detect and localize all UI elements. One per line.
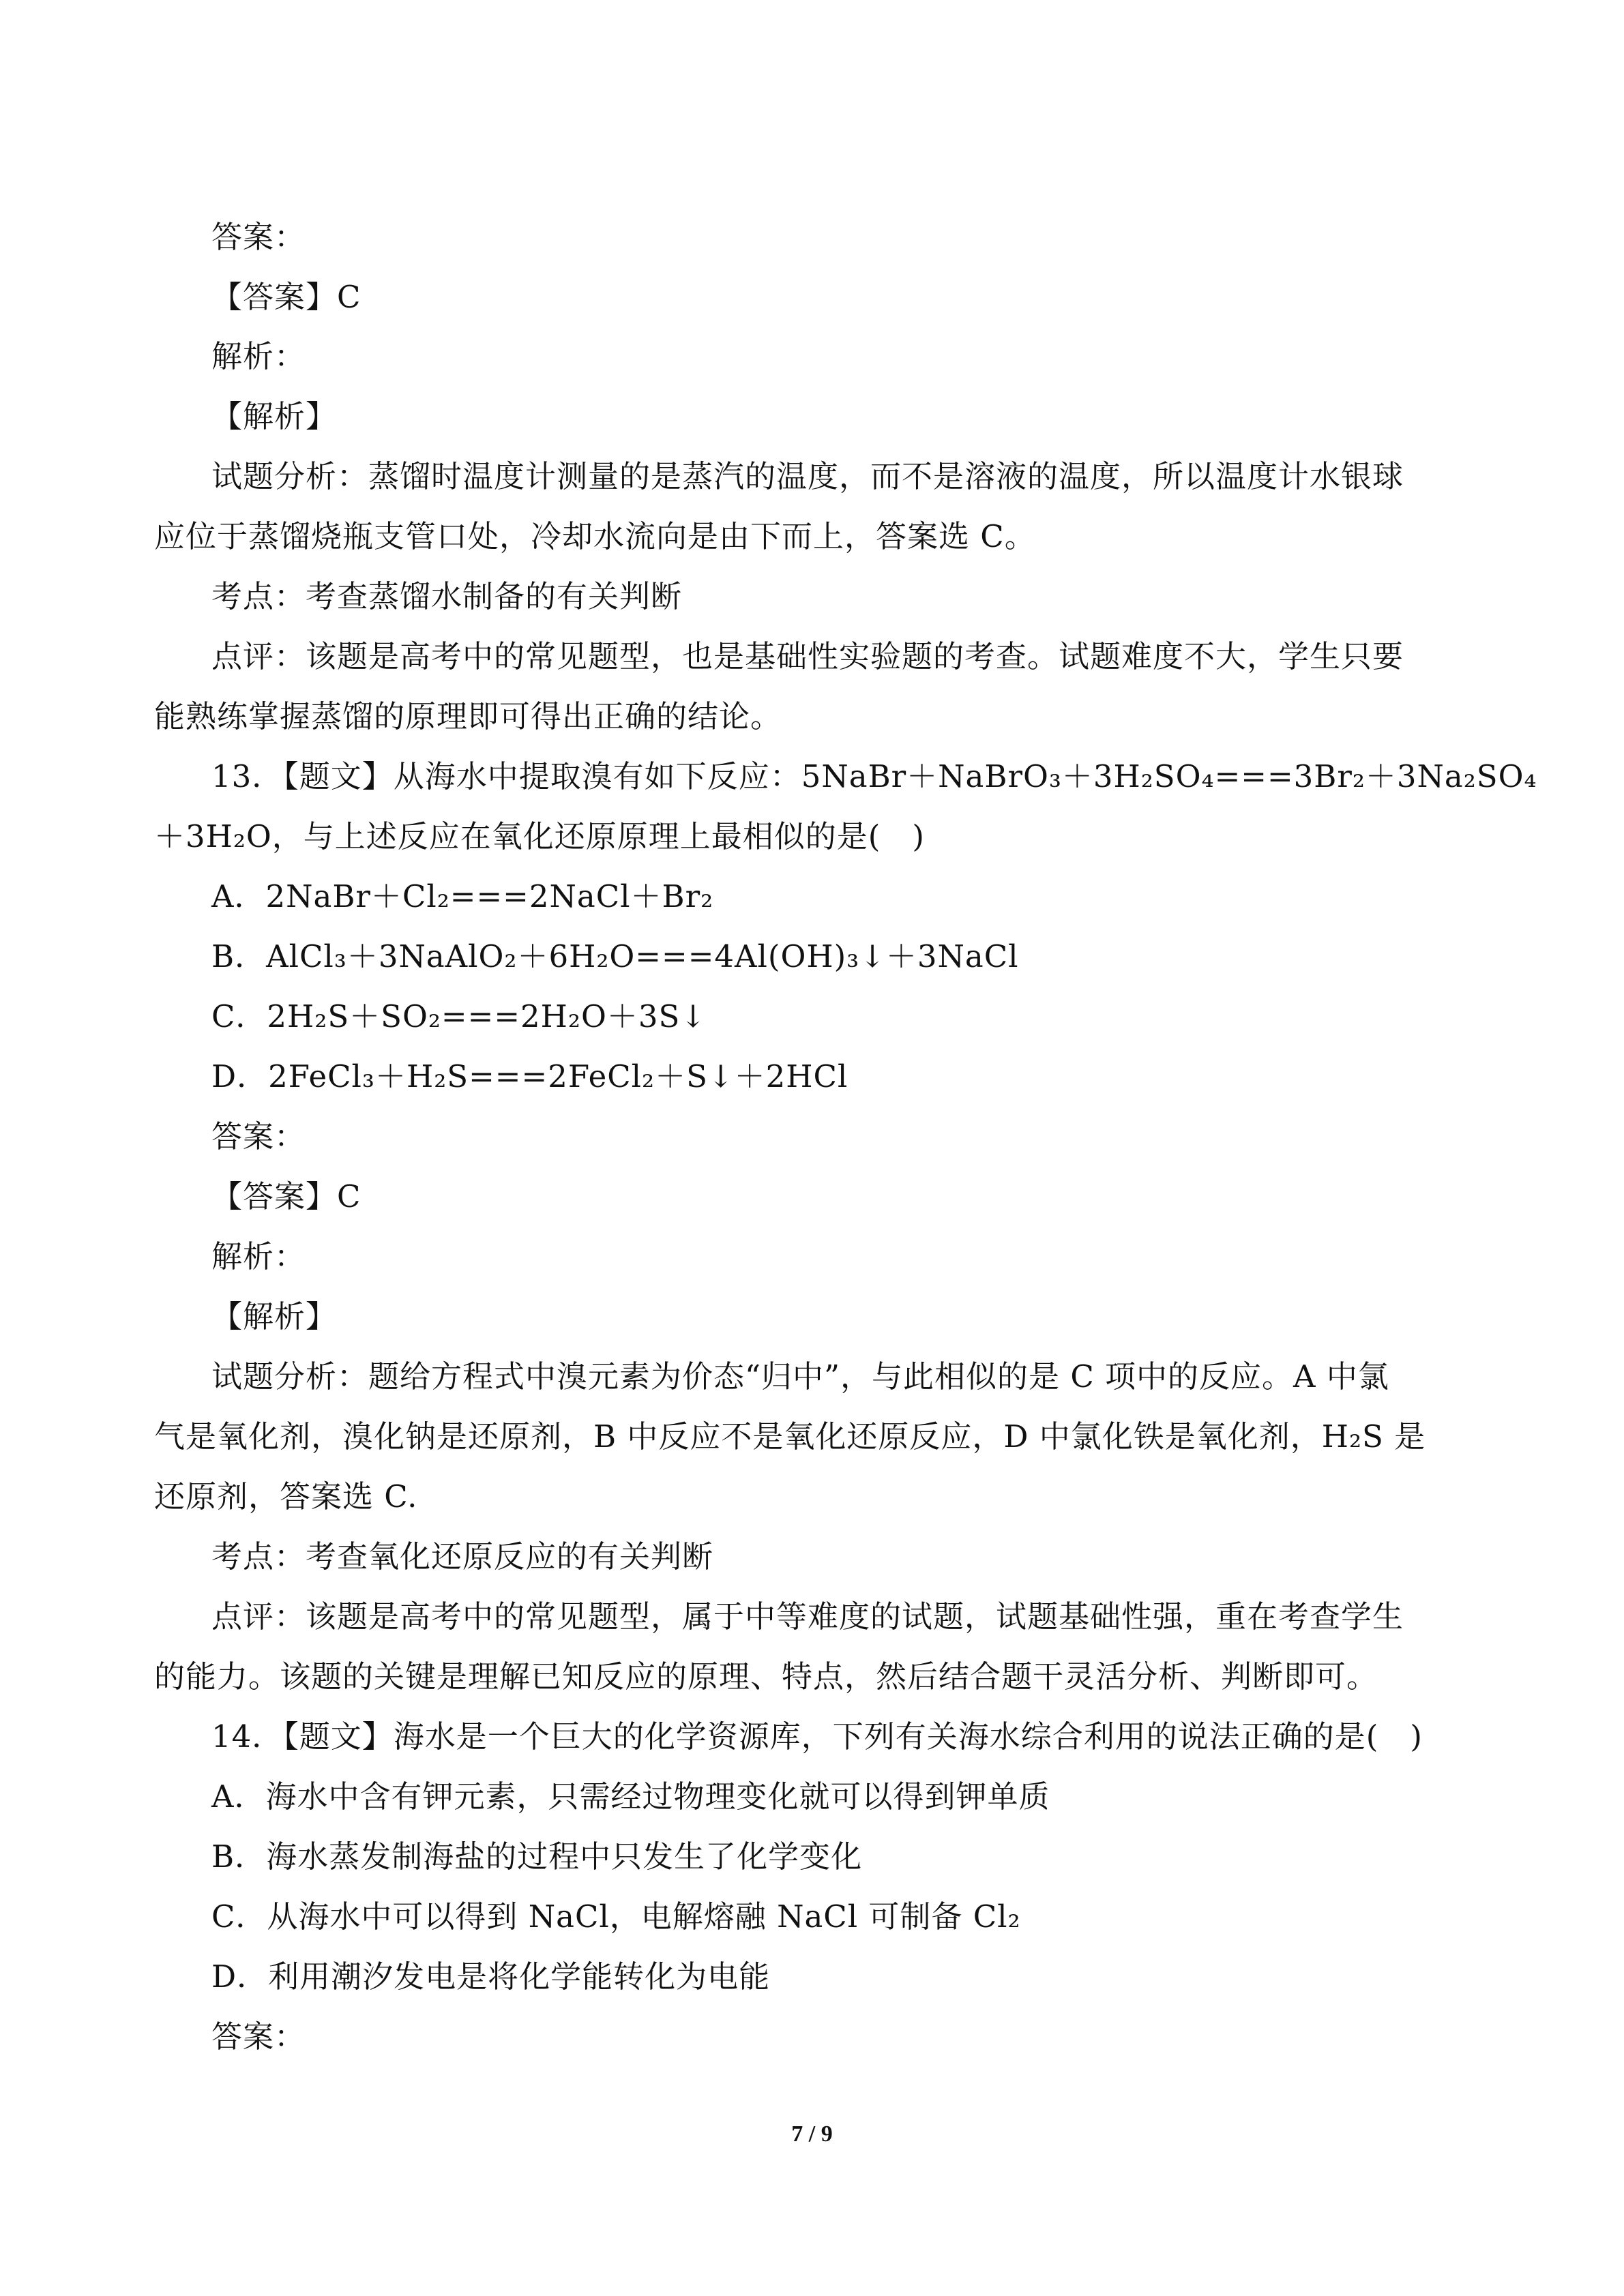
analysis-heading: 【解析】 — [211, 1298, 338, 1335]
comment-text: 的能力。该题的关键是理解已知反应的原理、特点，然后结合题干灵活分析、判断即可。 — [154, 1658, 1378, 1695]
comment-text: 能熟练掌握蒸馏的原理即可得出正确的结论。 — [154, 698, 782, 734]
answer-label: 答案： — [211, 1118, 306, 1154]
option-a: A．海水中含有钾元素，只需经过物理变化就可以得到钾单质 — [211, 1778, 1050, 1815]
answer-label: 答案： — [211, 2018, 306, 2055]
answer-value: 【答案】C — [211, 1178, 361, 1214]
knowledge-point: 考点：考查氧化还原反应的有关判断 — [211, 1538, 714, 1575]
option-c: C．2H₂S＋SO₂===2H₂O＋3S↓ — [211, 998, 707, 1034]
page-number: 7 / 9 — [791, 2121, 833, 2147]
analysis-label: 解析： — [211, 1238, 306, 1274]
option-a: A．2NaBr＋Cl₂===2NaCl＋Br₂ — [211, 878, 714, 914]
answer-value: 【答案】C — [211, 279, 361, 315]
answer-label: 答案： — [211, 219, 306, 255]
comment-text: 点评：该题是高考中的常见题型，属于中等难度的试题，试题基础性强，重在考查学生 — [211, 1598, 1404, 1635]
analysis-text: 还原剂，答案选 C. — [154, 1478, 418, 1515]
analysis-heading: 【解析】 — [211, 398, 338, 434]
analysis-label: 解析： — [211, 338, 306, 374]
question-14-stem: 14．【题文】海水是一个巨大的化学资源库，下列有关海水综合利用的说法正确的是( ) — [211, 1718, 1423, 1755]
option-b: B．AlCl₃＋3NaAlO₂＋6H₂O===4Al(OH)₃↓＋3NaCl — [211, 938, 1019, 974]
option-c: C．从海水中可以得到 NaCl，电解熔融 NaCl 可制备 Cl₂ — [211, 1898, 1021, 1935]
option-d: D．利用潮汐发电是将化学能转化为电能 — [211, 1958, 771, 1995]
option-b: B．海水蒸发制海盐的过程中只发生了化学变化 — [211, 1838, 863, 1875]
question-13-stem: ＋3H₂O，与上述反应在氧化还原原理上最相似的是( ) — [154, 818, 925, 854]
option-d: D．2FeCl₃＋H₂S===2FeCl₂＋S↓＋2HCl — [211, 1058, 848, 1094]
comment-text: 点评：该题是高考中的常见题型，也是基础性实验题的考查。试题难度不大，学生只要 — [211, 638, 1404, 674]
analysis-text: 试题分析：题给方程式中溴元素为价态“归中”，与此相似的是 C 项中的反应。A 中氯 — [211, 1358, 1389, 1395]
analysis-text: 气是氧化剂，溴化钠是还原剂，B 中反应不是氧化还原反应，D 中氯化铁是氧化剂，H₂S 是 — [154, 1418, 1426, 1455]
knowledge-point: 考点：考查蒸馏水制备的有关判断 — [211, 578, 683, 614]
question-13-stem: 13．【题文】从海水中提取溴有如下反应：5NaBr＋NaBrO₃＋3H₂SO₄===3Br₂＋3Na₂SO₄ — [211, 758, 1537, 794]
analysis-text: 应位于蒸馏烧瓶支管口处，冷却水流向是由下而上，答案选 C。 — [154, 518, 1036, 554]
analysis-text: 试题分析：蒸馏时温度计测量的是蒸汽的温度，而不是溶液的温度，所以温度计水银球 — [211, 458, 1404, 494]
